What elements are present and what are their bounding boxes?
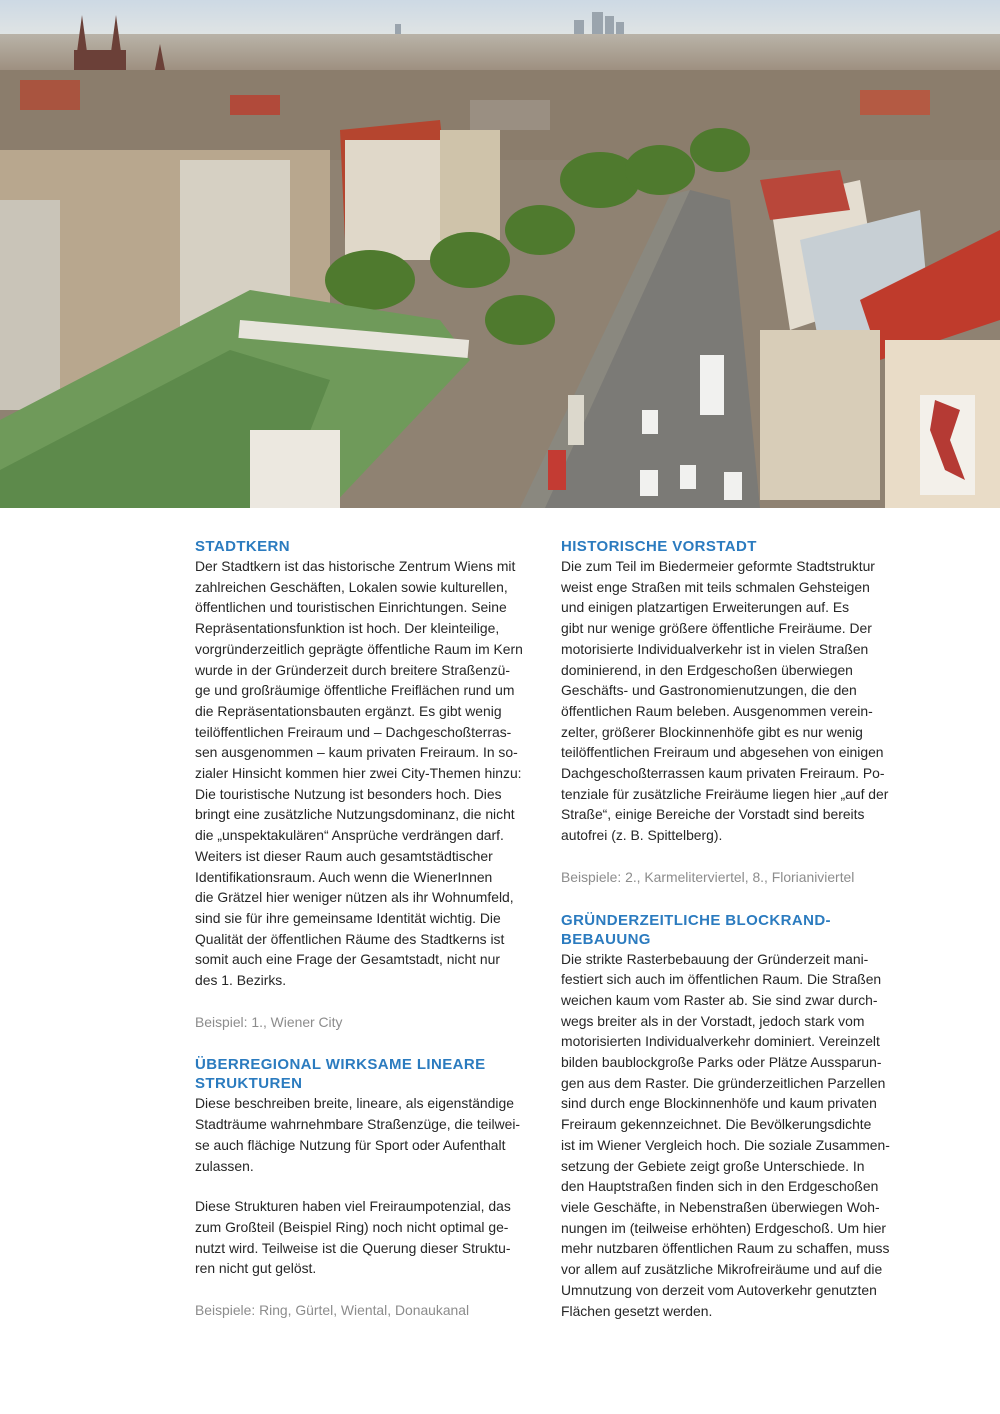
body-line: die Grätzel hier weniger nützen als ihr Wohnumfeld, [195, 889, 514, 906]
section-lineare-strukturen [195, 1055, 540, 1320]
body-line: Dachgeschoßterrassen kaum privaten Freiraum. Po- [561, 765, 885, 782]
body-line: Die strikte Rasterbebauung der Gründerzeit mani- [561, 950, 869, 967]
example-line: Beispiel: 1., Wiener City [195, 1013, 343, 1030]
body-line: Stadträume wahrnehmbare Straßenzüge, die teilwei- [195, 1116, 521, 1133]
section-heading [561, 911, 906, 949]
section-body [195, 1093, 540, 1176]
body-line: zulassen. [195, 1157, 254, 1174]
body-line: ren nicht gut gelöst. [195, 1260, 317, 1277]
body-line: die „unspektakulären“ Ansprüche verdrängen darf. [195, 827, 504, 844]
body-line: des 1. Bezirks. [195, 972, 287, 989]
body-line: Geschäfts- und Gastronomienutzungen, die den [561, 682, 857, 699]
body-line: festiert sich auch im öffentlichen Raum. Die Straßen [561, 971, 882, 988]
body-line: motorisierten Individualverkehr dominiert. Vereinzelt [561, 1033, 880, 1050]
body-line: autofrei (z. B. Spittelberg). [561, 827, 723, 844]
body-line: bilden baublockgroße Parks oder Plätze Aussparun- [561, 1054, 882, 1071]
body-line: se auch flächige Nutzung für Sport oder Aufenthalt [195, 1136, 506, 1153]
heading-line: GRÜNDERZEITLICHE BLOCKRAND- [561, 911, 831, 929]
body-line: wegs breiter als in der Vorstadt, jedoch stark vom [561, 1012, 865, 1029]
body-line: Diese Strukturen haben viel Freiraumpotenzial, das [195, 1198, 511, 1215]
heading-line: HISTORISCHE VORSTADT [561, 538, 757, 555]
body-line: Qualität der öffentlichen Räume des Stadtkerns ist [195, 930, 505, 947]
body-line: nutzt wird. Teilweise ist die Querung dieser Struktu- [195, 1239, 511, 1256]
body-line: wurde in der Gründerzeit durch breitere Straßenzü- [195, 661, 511, 678]
body-line: bringt eine zusätzliche Nutzungsdominanz, die nicht [195, 806, 515, 823]
body-line: mehr nutzbaren öffentlichen Raum zu schaffen, muss [561, 1240, 890, 1257]
body-line: motorisierte Individualverkehr ist in vielen Straßen [561, 640, 869, 657]
body-line: gen aus dem Raster. Die gründerzeitlichen Parzellen [561, 1074, 886, 1091]
body-line: Flächen gesetzt werden. [561, 1302, 713, 1319]
heading-line: STADTKERN [195, 538, 290, 555]
body-line: vor allem auf zusätzliche Mikrofreiräume und auf die [561, 1261, 883, 1278]
section-historische-vorstadt [561, 537, 906, 888]
right-column [561, 537, 906, 1321]
body-line: gibt nur wenige größere öffentliche Freiräume. Der [561, 620, 872, 637]
body-line: weist enge Straßen mit teils schmalen Gehsteigen [561, 578, 870, 595]
body-line: zialer Hinsicht kommen hier zwei City-Themen hinzu: [195, 765, 522, 782]
section-heading [195, 537, 540, 556]
body-line: zelter, größerer Blockinnenhöfe gibt es nur wenig [561, 723, 863, 740]
section-body [195, 556, 540, 991]
body-line: weichen kaum vom Raster ab. Sie sind zwar durch- [561, 991, 878, 1008]
body-line: teilöffentlichen Freiraum und abgesehen von einigen [561, 744, 884, 761]
body-line: Diese beschreiben breite, lineare, als eigenständige [195, 1095, 514, 1112]
section-blockrandbebauung [561, 911, 906, 1322]
body-line: Freiraum gekennzeichnet. Die Bevölkerungsdichte [561, 1116, 872, 1133]
section-body [561, 556, 906, 846]
heading-line: BEBAUUNG [561, 930, 651, 948]
heading-line: ÜBERREGIONAL WIRKSAME LINEARE [195, 1056, 486, 1074]
left-column [195, 537, 540, 1321]
section-stadtkern [195, 537, 540, 1032]
body-line: teilöffentlichen Freiraum und – Dachgeschoßterras- [195, 723, 512, 740]
section-heading [561, 537, 906, 556]
body-line: somit auch eine Frage der Gesamtstadt, nicht nur [195, 951, 500, 968]
body-line: nungen im (teilweise erhöhten) Erdgeschoß. Um hier [561, 1219, 887, 1236]
body-line: viele Geschäfte, in Nebenstraßen überwiegen Woh- [561, 1198, 880, 1215]
body-line: zum Großteil (Beispiel Ring) noch nicht optimal ge- [195, 1218, 509, 1235]
section-body [561, 949, 906, 1322]
body-line: sind sie für ihre gemeinsame Identität wichtig. Die [195, 909, 501, 926]
body-line: zahlreichen Geschäften, Lokalen sowie kulturellen, [195, 578, 508, 595]
body-line: sind durch enge Blockinnenhöfe und kaum privaten [561, 1095, 877, 1112]
section-heading [195, 1055, 540, 1093]
section-body [195, 1196, 540, 1279]
body-line: öffentlichen Raum beleben. Ausgenommen verein- [561, 702, 873, 719]
body-line: den Hauptstraßen finden sich in den Erdgeschoßen [561, 1178, 879, 1195]
heading-line: STRUKTUREN [195, 1075, 303, 1093]
example-line: Beispiele: Ring, Gürtel, Wiental, Donaukanal [195, 1302, 470, 1319]
body-line: die Repräsentationsbauten ergänzt. Es gibt wenig [195, 702, 502, 719]
body-line: ist im Wiener Vergleich hoch. Die soziale Zusammen- [561, 1136, 890, 1153]
body-line: tenziale für zusätzliche Freiräume liegen hier „auf der [561, 785, 889, 802]
hero-city-photo [0, 0, 1000, 508]
body-line: dominierend, in den Erdgeschoßen überwiegen [561, 661, 853, 678]
body-line: sen ausgenommen – kaum privaten Freiraum. In so- [195, 744, 518, 761]
body-line: Repräsentationsfunktion ist hoch. Der kleinteilige, [195, 620, 500, 637]
body-line: Umnutzung von derzeit vom Autoverkehr genutzten [561, 1281, 877, 1298]
example-line: Beispiele: 2., Karmeliterviertel, 8., Florianiviertel [561, 868, 855, 885]
body-line: Der Stadtkern ist das historische Zentrum Wiens mit [195, 558, 516, 574]
body-line: Die zum Teil im Biedermeier geformte Stadtstruktur [561, 558, 875, 574]
body-line: öffentlichen und touristischen Einrichtungen. Seine [195, 599, 507, 616]
body-line: vorgründerzeitlich geprägte öffentliche Raum im Kern [195, 640, 523, 657]
body-line: Straße“, einige Bereiche der Vorstadt sind bereits [561, 806, 865, 823]
body-line: ge und großräumige öffentliche Freiflächen rund um [195, 682, 515, 699]
body-line: Identifikationsraum. Auch wenn die WienerInnen [195, 868, 493, 885]
body-line: Weiters ist dieser Raum auch gesamtstädtischer [195, 847, 493, 864]
body-line: und einigen platzartigen Erweiterungen auf. Es [561, 599, 850, 616]
body-line: setzung der Gebiete zeigt große Unterschiede. In [561, 1157, 865, 1174]
body-line: Die touristische Nutzung ist besonders hoch. Dies [195, 785, 502, 802]
